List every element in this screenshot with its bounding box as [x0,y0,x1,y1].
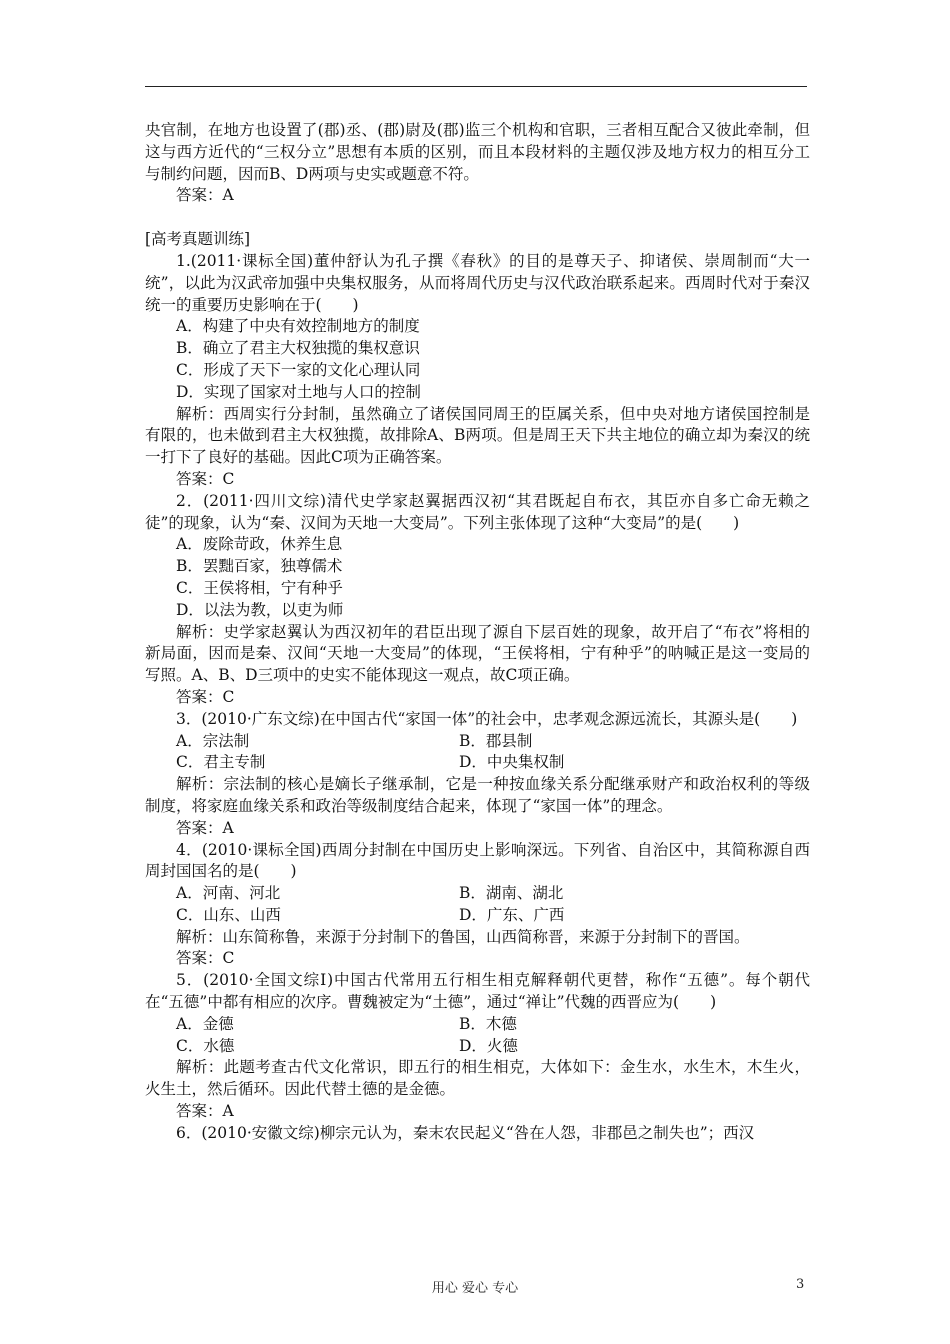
q3-option-a: A．宗法制 [176,731,250,750]
q3-option-c: C．君主专制 [176,753,266,772]
section-title: [高考真题训练] [145,230,251,249]
q3-stem: 3．(2010·广东文综)在中国古代“家国一体”的社会中，忠孝观念源远流长，其源头是( ) [176,709,798,728]
q1-analysis: 解析：西周实行分封制，虽然确立了诸侯国同周王的臣属关系，但中央对地方诸侯国控制是有限的，也未做到君主大权独揽，故排除A、B两项。但是周王天下共主地位的确立却为秦汉的统一打下了良好的基础。因此C项为正确答案。 [145,404,810,467]
q1-stem: 1.(2011·课标全国)董仲舒认为孔子撰《春秋》的目的是尊天子、抑诸侯、崇周制而“大一统”，以此为汉武帝加强中央集权服务，从而将周代历史与汉代政治联系起来。西周时代对于秦汉统一的重要历史影响在于( ) [145,251,810,314]
header-rule [145,86,807,87]
q3-answer: 答案：A [176,818,234,837]
q4-analysis: 解析：山东简称鲁，来源于分封制下的鲁国，山西简称晋，来源于分封制下的晋国。 [176,927,750,946]
q5-option-d: D．火德 [459,1036,518,1055]
q6-stem: 6．(2010·安徽文综)柳宗元认为，秦末农民起义“咎在人怨，非郡邑之制失也”；西汉 [176,1123,755,1142]
q2-analysis: 解析：史学家赵翼认为西汉初年的君臣出现了源自下层百姓的现象，故开启了“布衣”将相的新局面，因而是秦、汉间“天地一大变局”的体现，“王侯将相，宁有种乎”的呐喊正是这一变局的写照。A、B、D三项中的史实不能体现这一观点，故C项正确。 [145,622,810,685]
footer-slogan: 用心 爱心 专心 [431,1281,519,1296]
q1-option-a: A．构建了中央有效控制地方的制度 [176,317,420,336]
q3-option-d: D．中央集权制 [459,753,565,772]
q4-option-d: D．广东、广西 [459,905,565,924]
q2-option-c: C．王侯将相，宁有种乎 [176,578,343,597]
q5-analysis: 解析：此题考查古代文化常识，即五行的相生相克，大体如下：金生水，水生木，木生火，火生土，然后循环。因此代替土德的是金德。 [145,1058,810,1099]
intro-answer: 答案：A [176,186,234,205]
q5-stem: 5．(2010·全国文综Ⅰ)中国古代常用五行相生相克解释朝代更替，称作“五德”。每个朝代在“五德”中都有相应的次序。曹魏被定为“土德”，通过“禅让”代魏的西晋应为( ) [145,971,810,1012]
page-content [145,120,810,1145]
q5-option-a: A．金德 [176,1014,234,1033]
q3-option-b: B．郡县制 [459,731,533,750]
q5-answer: 答案：A [176,1102,234,1121]
q4-options-row-1 [145,883,810,905]
q5-options-row-1 [145,1014,810,1036]
q1-answer: 答案：C [176,469,235,488]
q2-option-d: D．以法为教，以吏为师 [176,600,344,619]
q4-option-b: B．湖南、湖北 [459,884,564,903]
q3-options-row-2 [145,752,810,774]
q5-options-row-2 [145,1036,810,1058]
q3-options-row-1 [145,731,810,753]
q5-option-c: C．水德 [176,1036,235,1055]
q4-option-c: C．山东、山西 [176,905,281,924]
q1-option-b: B．确立了君主大权独揽的集权意识 [176,339,420,358]
q4-options-row-2 [145,905,810,927]
q5-option-b: B．木德 [459,1014,517,1033]
q4-stem: 4．(2010·课标全国)西周分封制在中国历史上影响深远。下列省、自治区中，其简称源自西周封国国名的是( ) [145,840,810,881]
q2-option-a: A．废除苛政，休养生息 [176,535,343,554]
q2-stem: 2．(2011·四川文综)清代史学家赵翼据西汉初“其君既起自布衣，其臣亦自多亡命无赖之徒”的现象，认为“秦、汉间为天地一大变局”。下列主张体现了这种“大变局”的是( ) [145,491,810,532]
intro-paragraph: 央官制，在地方也设置了(郡)丞、(郡)尉及(郡)监三个机构和官职，三者相互配合又彼此牵制，但这与西方近代的“三权分立”思想有本质的区别，而且本段材料的主题仅涉及地方权力的相互分工与制约问题，因而B、D两项与史实或题意不符。 [145,121,810,183]
q2-answer: 答案：C [176,687,235,706]
page-number: 3 [796,1277,805,1292]
q2-option-b: B．罢黜百家，独尊儒术 [176,557,343,576]
q1-option-d: D．实现了国家对土地与人口的控制 [176,382,421,401]
q4-answer: 答案：C [176,949,235,968]
q4-option-a: A．河南、河北 [176,884,281,903]
q1-option-c: C．形成了天下一家的文化心理认同 [176,360,421,379]
q3-analysis: 解析：宗法制的核心是嫡长子继承制，它是一种按血缘关系分配继承财产和政治权利的等级制度，将家庭血缘关系和政治等级制度结合起来，体现了“家国一体”的理念。 [145,775,810,815]
